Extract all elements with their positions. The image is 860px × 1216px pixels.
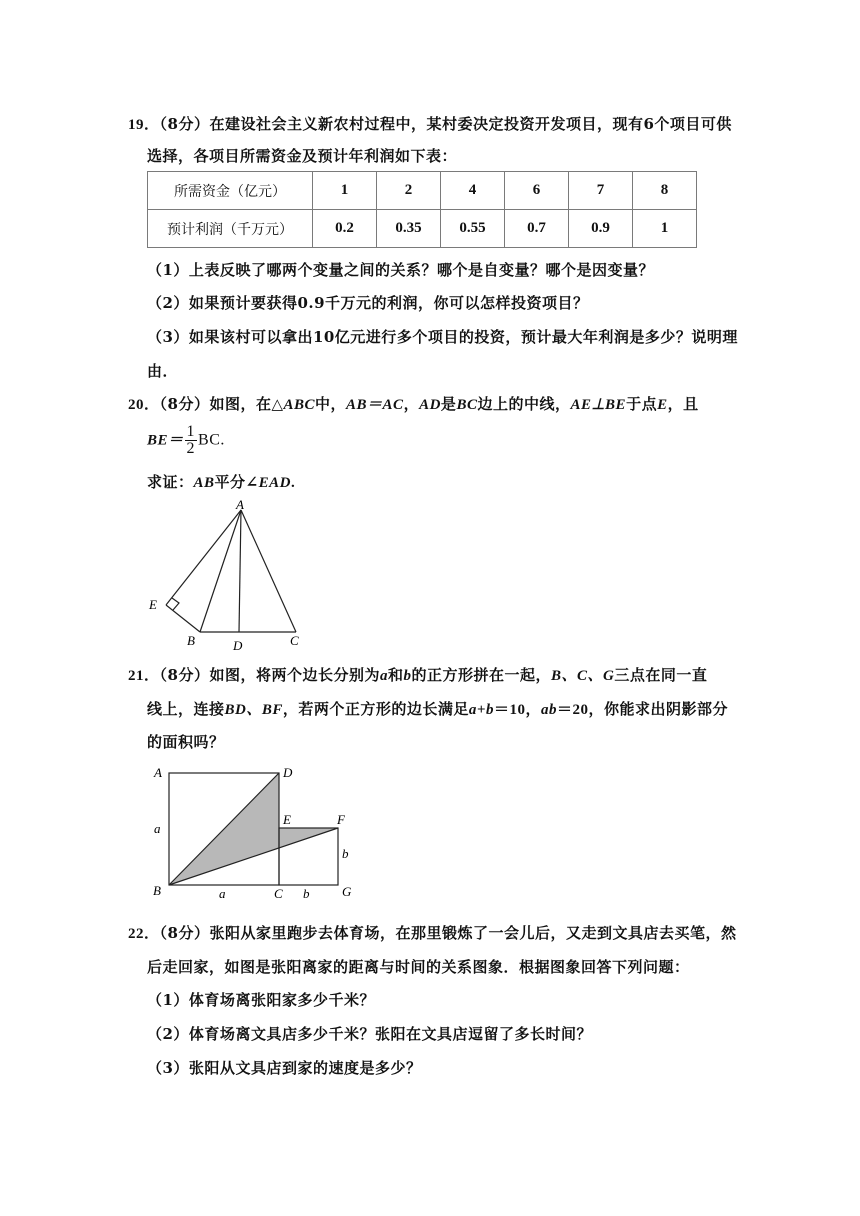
label-d: D xyxy=(233,638,243,653)
label-side-b: b xyxy=(342,846,349,861)
table-cell: 1 xyxy=(633,210,697,248)
q22-number: 22． xyxy=(128,926,160,942)
table-cell: 1 xyxy=(313,172,377,210)
q20-math: EAD xyxy=(258,475,291,491)
fraction-numerator: 1 xyxy=(186,423,196,440)
segment-ab xyxy=(200,510,241,632)
q22-score: （8分） xyxy=(159,924,210,942)
q20-text: 是 xyxy=(440,395,457,413)
label-e: E xyxy=(283,812,291,827)
q19-part3-b: 由． xyxy=(147,362,179,380)
label-b: B xyxy=(187,633,195,648)
q21-text: 和 xyxy=(387,666,404,684)
q22-part2: （2）体育场离文具店多少千米？张阳在文具店逗留了多长时间？ xyxy=(147,1025,592,1043)
q20-line1 xyxy=(128,393,699,414)
q21-math: B、C、G xyxy=(551,668,615,684)
q21-math: b xyxy=(403,668,412,684)
q21-math: BD、BF xyxy=(224,702,283,718)
q20-text: 中， xyxy=(315,395,347,413)
q20-math: AE⊥BE xyxy=(570,397,627,413)
label-g: G xyxy=(342,884,352,899)
q20-math: AB xyxy=(193,475,215,491)
table-cell: 0.9 xyxy=(569,210,633,248)
q20-score: （8分） xyxy=(159,395,210,413)
label-c: C xyxy=(274,886,283,901)
q21-text: ＝20，你能求出阴影部分 xyxy=(556,702,728,718)
label-side-a: a xyxy=(154,821,161,836)
q21-score: （8分） xyxy=(159,666,210,684)
q20-text: 于点 xyxy=(626,395,658,413)
label-c: C xyxy=(290,633,299,648)
shaded-region xyxy=(169,773,338,885)
q21-line3: 的面积吗？ xyxy=(147,733,225,751)
table-cell: 0.55 xyxy=(441,210,505,248)
q19-stem-1: 在建设社会主义新农村过程中，某村委决定投资开发项目，现有6个项目可供 xyxy=(209,115,732,133)
q21-text: ，若两个正方形的边长满足 xyxy=(282,700,469,718)
one-half-fraction xyxy=(185,424,198,457)
q22-line1 xyxy=(128,922,736,943)
q20-text: ，且 xyxy=(667,395,699,413)
segment-ae xyxy=(166,510,241,605)
q20-line2 xyxy=(147,424,225,457)
right-angle-mark xyxy=(172,598,179,610)
q21-text: 的正方形拼在一起， xyxy=(411,666,551,684)
segment-eb xyxy=(166,605,200,632)
q22-text: 张阳从家里跑步去体育场，在那里锻炼了一会儿后，又走到文具店去买笔，然 xyxy=(209,924,737,942)
table-cell: 0.35 xyxy=(377,210,441,248)
q20-text: 平分∠ xyxy=(214,473,259,491)
q21-squares-figure xyxy=(145,762,365,902)
q21-math: a+b xyxy=(468,702,494,718)
q22-line2: 后走回家，如图是张阳离家的距离与时间的关系图象．根据图象回答下列问题： xyxy=(147,958,690,976)
q21-line1 xyxy=(128,664,707,685)
q20-number: 20． xyxy=(128,397,160,413)
q20-math: BC xyxy=(456,397,478,413)
q21-text: ＝10， xyxy=(493,702,541,718)
label-b: B xyxy=(153,883,161,898)
q22-part3: （3）张阳从文具店到家的速度是多少？ xyxy=(147,1059,422,1077)
q20-text: 求证： xyxy=(147,473,194,491)
table-cell: 6 xyxy=(505,172,569,210)
table-cell: 0.2 xyxy=(313,210,377,248)
q21-math: a xyxy=(379,668,388,684)
label-e: E xyxy=(149,597,157,612)
label-a-point: A xyxy=(154,765,162,780)
q20-text: ， xyxy=(403,395,420,413)
q21-math: ab xyxy=(540,702,557,718)
q19-part2: （2）如果预计要获得0.9千万元的利润，你可以怎样投资项目？ xyxy=(147,294,589,312)
q19-part3-a: （3）如果该村可以拿出10亿元进行多个项目的投资，预计最大年利润是多少？说明理 xyxy=(147,328,738,346)
table-row-label: 预计利润（千万元） xyxy=(148,210,313,248)
q20-math: AD xyxy=(419,397,441,413)
q20-triangle-figure xyxy=(140,495,310,655)
label-bottom-b: b xyxy=(303,886,310,901)
q20-math: AB＝AC xyxy=(346,397,404,413)
q20-prove xyxy=(147,471,295,492)
table-row xyxy=(148,172,697,210)
q20-text: . xyxy=(290,475,296,491)
q22-part1: （1）体育场离张阳家多少千米？ xyxy=(147,991,375,1009)
table-cell: 7 xyxy=(569,172,633,210)
q19-line1 xyxy=(128,113,732,134)
q21-text: 线上，连接 xyxy=(147,700,225,718)
table-cell: 8 xyxy=(633,172,697,210)
q21-text: 如图，将两个边长分别为 xyxy=(209,666,380,684)
q20-math: ABC xyxy=(283,397,316,413)
q20-text: 边上的中线， xyxy=(477,395,571,413)
label-bottom-a: a xyxy=(219,886,226,901)
table-cell: 2 xyxy=(377,172,441,210)
q19-number: 19． xyxy=(128,117,160,133)
q20-math: E xyxy=(657,397,668,413)
q19-score: （8分） xyxy=(159,115,210,133)
segment-ac xyxy=(241,510,296,632)
q21-line2 xyxy=(147,698,728,719)
table-cell: 0.7 xyxy=(505,210,569,248)
label-d: D xyxy=(283,765,293,780)
table-cell: 4 xyxy=(441,172,505,210)
q20-math: BC. xyxy=(198,431,225,449)
q21-number: 21． xyxy=(128,668,160,684)
q19-line2: 选择，各项目所需资金及预计年利润如下表： xyxy=(147,147,458,165)
table-row-label: 所需资金（亿元） xyxy=(148,172,313,210)
label-f: F xyxy=(337,812,345,827)
label-a: A xyxy=(236,497,244,512)
q21-text: 三点在同一直 xyxy=(614,666,708,684)
q20-text: 如图，在△ xyxy=(209,395,284,413)
q19-part1: （1）上表反映了哪两个变量之间的关系？哪个是自变量？哪个是因变量？ xyxy=(147,261,654,279)
fraction-denominator: 2 xyxy=(186,440,196,457)
table-row xyxy=(148,210,697,248)
q19-table xyxy=(147,171,697,248)
q20-math: BE＝ xyxy=(147,432,184,449)
segment-ad xyxy=(239,510,241,632)
